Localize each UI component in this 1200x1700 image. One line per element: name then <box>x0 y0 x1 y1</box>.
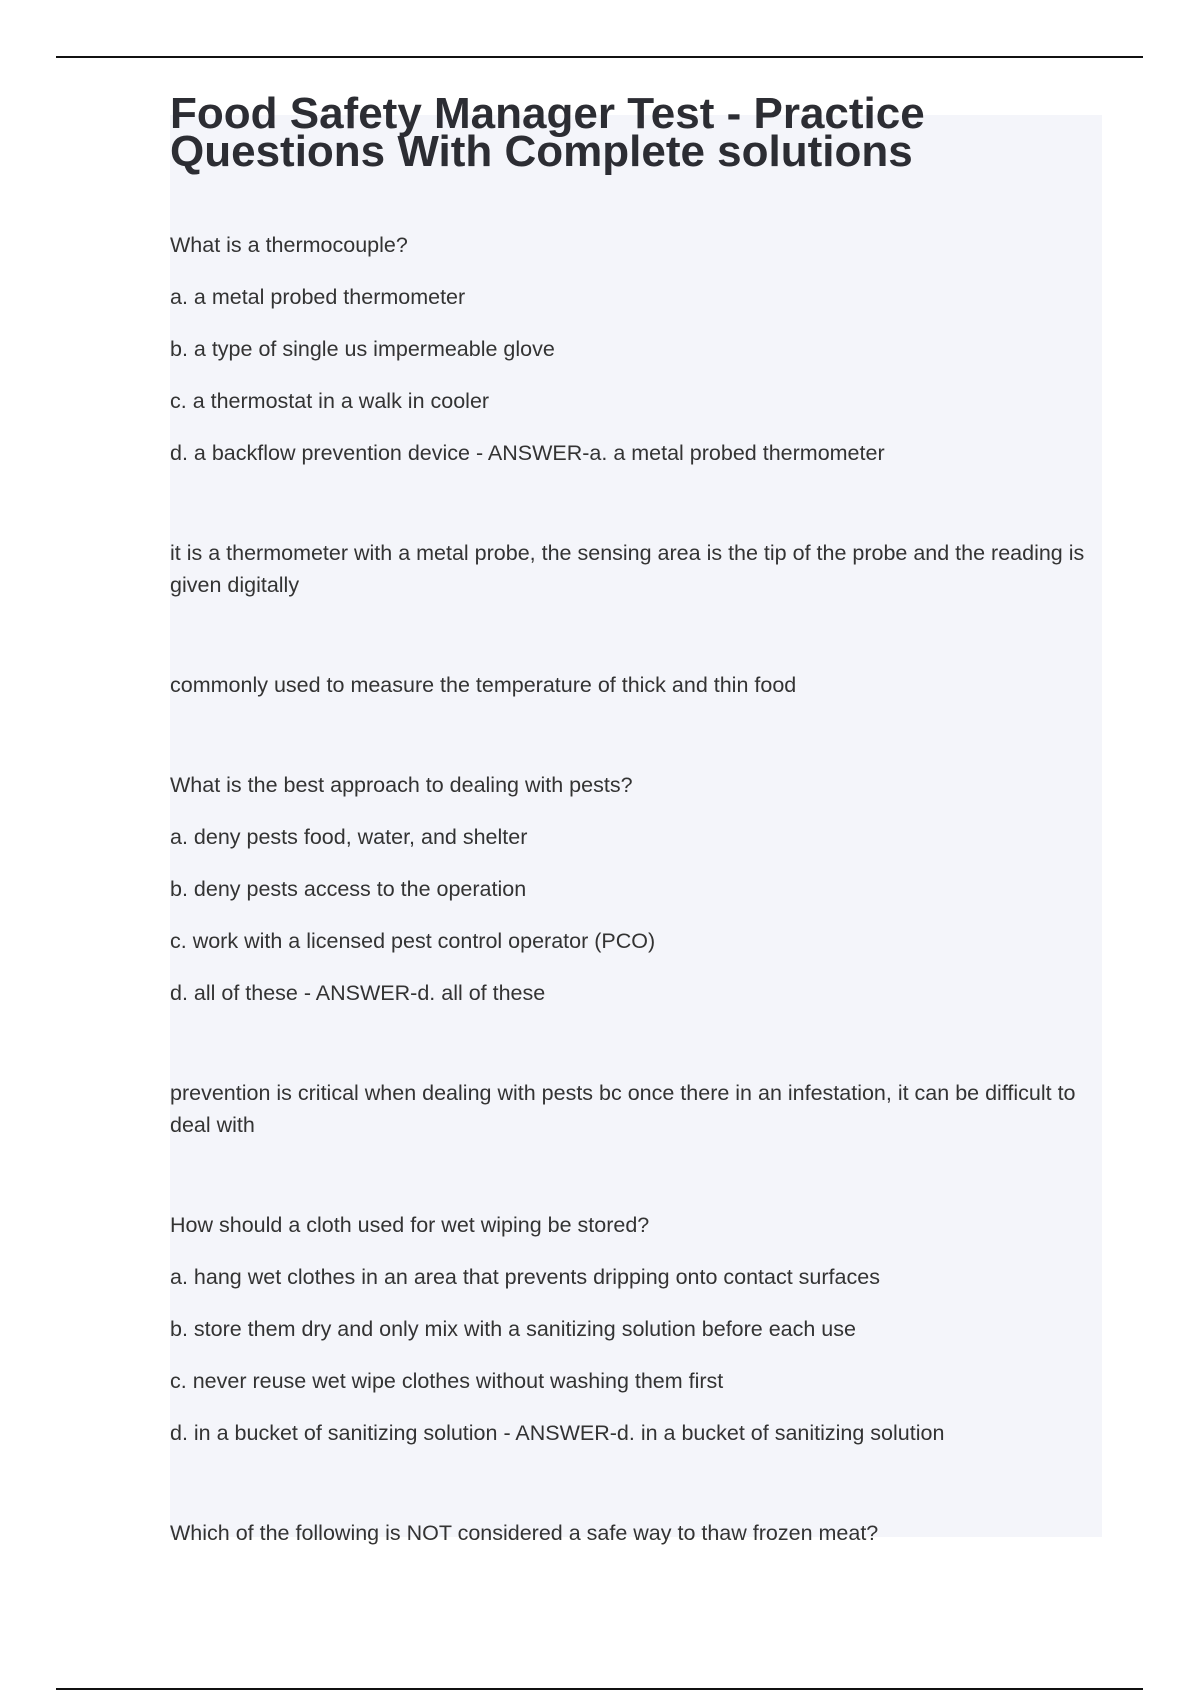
question-text: What is the best approach to dealing with pests? <box>170 773 633 797</box>
answer-option: c. never reuse wet wipe clothes without washing them first <box>170 1369 724 1393</box>
document-title: Food Safety Manager Test - Practice Questions With Complete solutions <box>170 89 925 176</box>
question-text: How should a cloth used for wet wiping be stored? <box>170 1213 650 1237</box>
answer-option: b. a type of single us impermeable glove <box>170 337 555 361</box>
explanation-text: it is a thermometer with a metal probe, the sensing area is the tip of the probe and the reading is given digitally <box>170 541 1085 597</box>
answer-option: c. a thermostat in a walk in cooler <box>170 389 490 413</box>
answer-option: a. deny pests food, water, and shelter <box>170 825 528 849</box>
answer-option: b. store them dry and only mix with a sanitizing solution before each use <box>170 1317 856 1341</box>
answer-option: d. a backflow prevention device - ANSWER-a. a metal probed thermometer <box>170 441 885 465</box>
answer-option: a. hang wet clothes in an area that prevents dripping onto contact surfaces <box>170 1265 880 1289</box>
explanation-text: commonly used to measure the temperature of thick and thin food <box>170 673 797 697</box>
question-text: What is a thermocouple? <box>170 233 408 257</box>
answer-option: a. a metal probed thermometer <box>170 285 466 309</box>
answer-option: d. in a bucket of sanitizing solution - ANSWER-d. in a bucket of sanitizing solution <box>170 1421 945 1445</box>
answer-option: d. all of these - ANSWER-d. all of these <box>170 981 546 1005</box>
explanation-text: prevention is critical when dealing with pests bc once there in an infestation, it can be difficult to deal with <box>170 1081 1076 1137</box>
answer-option: b. deny pests access to the operation <box>170 877 527 901</box>
answer-option: c. work with a licensed pest control operator (PCO) <box>170 929 656 953</box>
bottom-page-rule <box>56 1688 1143 1690</box>
question-list <box>170 229 1090 1549</box>
document-body <box>170 89 1090 1549</box>
top-page-rule <box>56 56 1143 58</box>
question-text: Which of the following is NOT considered a safe way to thaw frozen meat? <box>170 1521 879 1545</box>
